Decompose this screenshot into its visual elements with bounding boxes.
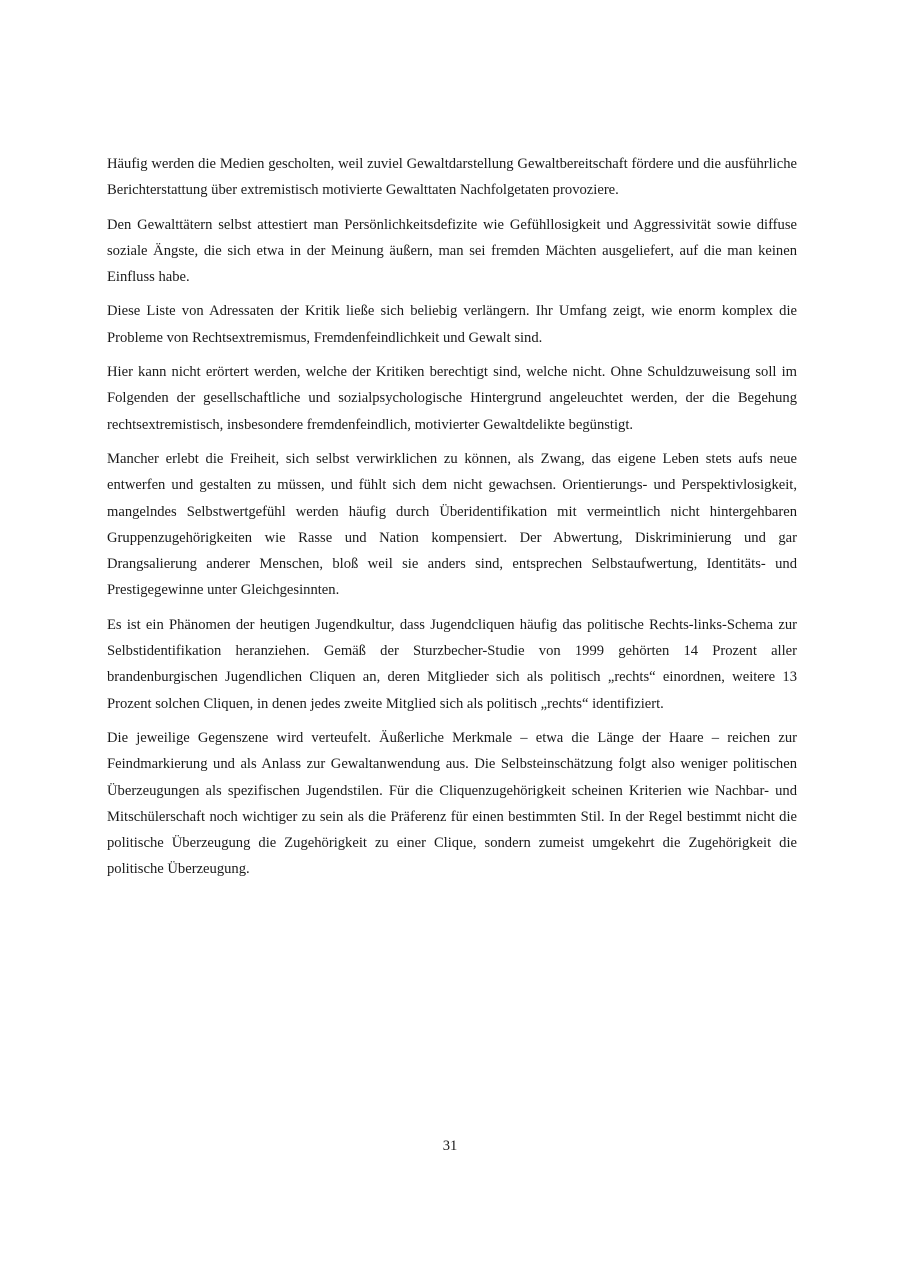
paragraph-list-of-addressees: Diese Liste von Adressaten der Kritik ließe sich beliebig verlängern. Ihr Umfang zeigt, wie enorm komplex die Probleme von Rechtsextremismus, Fremdenfeindlichkeit und Gewalt sind.	[107, 303, 797, 346]
page-number: 31	[442, 1138, 458, 1154]
paragraph-youth-cliques: Es ist ein Phänomen der heutigen Jugendkultur, dass Jugendcliquen häufig das politische Rechts-links-Schema zur Selbstidentifikation heranziehen. Gemäß der Sturzbecher-Studie von 1999 gehörten 14 Prozent aller brandenburgischen Jugendlichen Cliquen an, deren Mitglieder sich als politisch „rechts“ einordnen, weitere 13 Prozent solchen Cliquen, in denen jedes zweite Mitglied sich als politisch „rechts“ identifiziert.	[107, 616, 797, 712]
paragraph-background: Hier kann nicht erörtert werden, welche der Kritiken berechtigt sind, welche nicht. Ohne Schuldzuweisung soll im Folgenden der gesellschaftliche und sozialpsychologische Hintergrund angeleuchtet werden, der die Begehung rechtsextremistisch, insbesondere fremdenfeindlich, motivierter Gewaltdelikte begünstigt.	[107, 364, 797, 433]
text-body	[107, 151, 797, 891]
paragraph-freedom-as-burden: Mancher erlebt die Freiheit, sich selbst verwirklichen zu können, als Zwang, das eigene Leben stets aufs neue entwerfen und gestalten zu müssen, und fühlt sich dem nicht gewachsen. Orientierungs- und Perspektivlosigkeit, mangelndes Selbstwertgefühl werden häufig durch Überidentifikation mit vermeintlich nicht hintergehbaren Gruppenzugehörigkeiten wie Rasse und Nation kompensiert. Der Abwertung, Diskriminierung und gar Drangsalierung anderer Menschen, bloß weil sie anders sind, entsprechen Selbstaufwertung, Identitäts- und Prestigegewinne unter Gleichgesinnten.	[107, 450, 797, 599]
paragraph-perpetrator-deficits: Den Gewalttätern selbst attestiert man Persönlichkeitsdefizite wie Gefühllosigkeit und Aggressivität sowie diffuse soziale Ängste, die sich etwa in der Meinung äußern, man sei fremden Mächten ausgeliefert, auf die man keinen Einfluss habe.	[107, 216, 797, 286]
paragraph-counter-scene: Die jeweilige Gegenszene wird verteufelt. Äußerliche Merkmale – etwa die Länge der Haare – reichen zur Feindmarkierung und als Anlass zur Gewaltanwendung aus. Die Selbsteinschätzung folgt also weniger politischen Überzeugungen als spezifischen Jugendstilen. Für die Cliquenzugehörigkeit scheinen Kriterien wie Nachbar- und Mitschülerschaft noch wichtiger zu sein als die Präferenz für einen bestimmten Stil. In der Regel bestimmt nicht die politische Überzeugung die Zugehörigkeit zu einer Clique, sondern zumeist umgekehrt die Zugehörigkeit die politische Überzeugung.	[107, 729, 797, 878]
paragraph-media-criticism: Häufig werden die Medien gescholten, weil zuviel Gewaltdarstellung Gewaltbereitschaft fördere und die ausführliche Berichterstattung über extremistisch motivierte Gewalttaten Nachfolgetaten provoziere.	[107, 156, 797, 199]
